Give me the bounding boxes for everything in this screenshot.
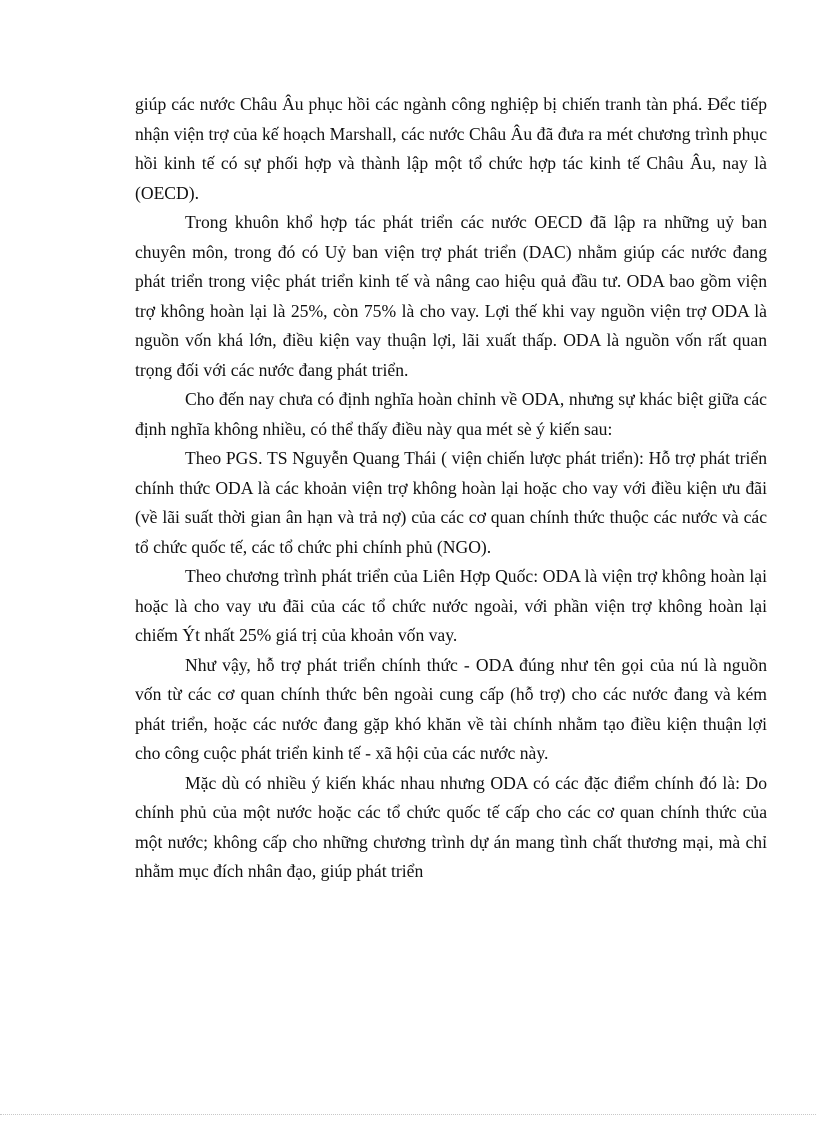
page-bottom-divider bbox=[0, 1114, 816, 1115]
document-page bbox=[135, 90, 767, 887]
paragraph-2: Trong khuôn khổ hợp tác phát triển các nước OECD đã lập ra những uỷ ban chuyên môn, trong đó có Uỷ ban viện trợ phát triển (DAC) nhằm giúp các nước đang phát triển trong việc phát triển kinh tế và nâng cao hiệu quả đầu tư. ODA bao gồm viện trợ không hoàn lại là 25%, còn 75% là cho vay. Lợi thế khi vay nguồn viện trợ ODA là nguồn vốn khá lớn, điều kiện vay thuận lợi, lãi xuất thấp. ODA là nguồn vốn rất quan trọng đối với các nước đang phát triển. bbox=[135, 212, 767, 380]
paragraph-5: Theo chương trình phát triển của Liên Hợp Quốc: ODA là viện trợ không hoàn lại hoặc là cho vay ưu đãi của các tổ chức nước ngoài, với phần viện trợ không hoàn lại chiếm Ýt nhất 25% giá trị của khoản vốn vay. bbox=[135, 566, 767, 645]
paragraph-1: giúp các nước Châu Âu phục hồi các ngành công nghiệp bị chiến tranh tàn phá. Đểc tiếp nhận viện trợ của kế hoạch Marshall, các nước Châu Âu đã đưa ra mét chương trình phục hồi kinh tế có sự phối hợp và thành lập một tổ chức hợp tác kinh tế Châu Âu, nay là (OECD). bbox=[135, 94, 767, 203]
paragraph-3: Cho đến nay chưa có định nghĩa hoàn chỉnh về ODA, nhưng sự khác biệt giữa các định nghĩa không nhiều, có thể thấy điều này qua mét sè ý kiến sau: bbox=[135, 389, 767, 439]
paragraph-4: Theo PGS. TS Nguyễn Quang Thái ( viện chiến lược phát triển): Hỗ trợ phát triển chính thức ODA là các khoản viện trợ không hoàn lại hoặc cho vay với điều kiện ưu đãi (về lãi suất thời gian ân hạn và trả nợ) của các cơ quan chính thức thuộc các nước và các tổ chức quốc tế, các tổ chức phi chính phủ (NGO). bbox=[135, 448, 767, 557]
paragraph-6: Như vậy, hỗ trợ phát triển chính thức - ODA đúng như tên gọi của nú là nguồn vốn từ các cơ quan chính thức bên ngoài cung cấp (hỗ trợ) cho các nước đang và kém phát triển, hoặc các nước đang gặp khó khăn về tài chính nhằm tạo điều kiện thuận lợi cho công cuộc phát triển kinh tế - xã hội của các nước này. bbox=[135, 654, 767, 763]
paragraph-7: Mặc dù có nhiều ý kiến khác nhau nhưng ODA có các đặc điểm chính đó là: Do chính phủ của một nước hoặc các tổ chức quốc tế cấp cho các cơ quan chính thức của một nước; không cấp cho những chương trình dự án mang tình chất thương mại, mà chỉ nhằm mục đích nhân đạo, giúp phát triển bbox=[135, 772, 767, 881]
